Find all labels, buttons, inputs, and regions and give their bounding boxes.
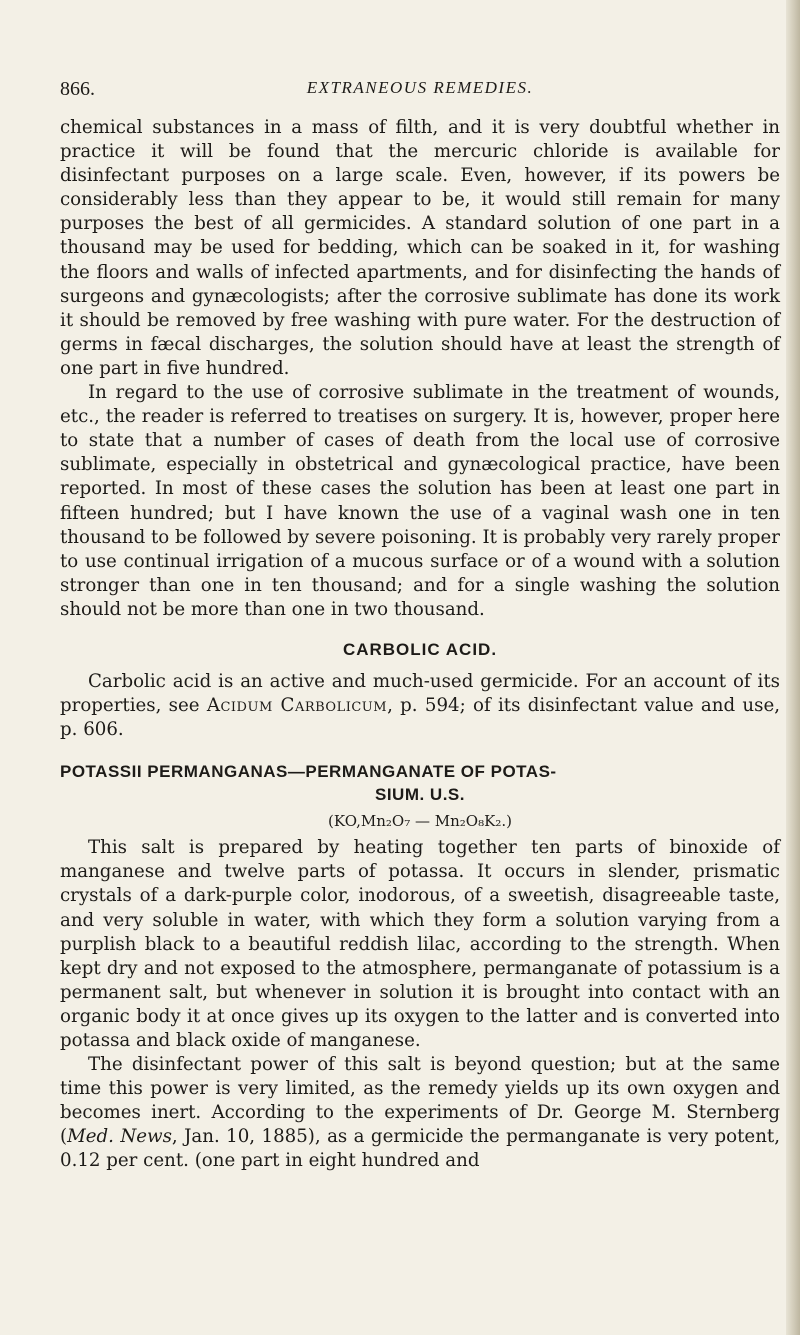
page-number: 866. bbox=[60, 78, 95, 100]
page-edge-shadow bbox=[786, 0, 800, 1335]
section-title-line1: POTASSII PERMANGANAS—PERMANGANATE OF POTAS- bbox=[60, 762, 557, 782]
section-title-potassium-permanganate bbox=[60, 760, 780, 806]
paragraph-permanganate-preparation: This salt is prepared by heating together ten parts of binoxide of manganese and twelve parts of potassa. It occurs in slender, prismatic crystals of a dark-purple color, inodorous, of a sweetish, disagreeable taste, and very soluble in water, with which they form a solution varying from a purplish black to a beautiful reddish lilac, according to the strength. When kept dry and not exposed to the atmosphere, permanganate of potassium is a permanent salt, but whenever in solution it is brought into contact with an organic body it at once gives up its oxygen to the latter and is converted into potassa and black oxide of manganese. bbox=[60, 837, 780, 1051]
paragraph-permanganate-disinfectant bbox=[60, 1053, 780, 1173]
permanganate-text-before: The disinfectant power of this salt is beyond question; but at the same time this power is very limited, as the remedy yields up its own oxygen and becomes inert. According to the experiments of Dr. George M. Sternberg ( bbox=[60, 1054, 780, 1148]
carbolic-text-before: Carbolic acid is an active and much-used germicide. For an account of its properties, see bbox=[60, 670, 780, 717]
cross-reference-acidum-carbolicum: Acidum Carbolicum bbox=[206, 695, 388, 717]
carbolic-text-after: , p. 594; of its disinfectant value and use, p. 606. bbox=[60, 695, 780, 741]
section-title-line2: SIUM. U.S. bbox=[374, 785, 465, 805]
running-head: EXTRANEOUS REMEDIES. bbox=[306, 78, 534, 97]
paragraph-mercuric-chloride: chemical substances in a mass of filth, and it is very doubtful whether in practice it will be found that the mercuric chloride is available for disinfectant purposes on a large scale. Even, however, if its powers be considerably less than they appear to be, it would still remain for many purposes the best of all germicides. A standard solution of one part in a thousand may be used for bedding, which can be soaked in it, for washing the floors and walls of infected apartments, and for disinfecting the hands of surgeons and gynæcologists; after the corrosive sublimate has done its work it should be removed by free washing with pure water. For the destruction of germs in fæcal discharges, the solution should have at least the strength of one part in five hundred. bbox=[60, 117, 780, 379]
chemical-formula: (KO,Mn₂O₇ — Mn₂O₈K₂.) bbox=[328, 812, 512, 831]
section-title-carbolic-acid: CARBOLIC ACID. bbox=[342, 639, 498, 659]
journal-reference: Med. News bbox=[67, 1126, 172, 1148]
page-content bbox=[60, 78, 780, 1174]
page-header bbox=[60, 78, 780, 106]
paragraph-carbolic-acid bbox=[60, 670, 780, 742]
permanganate-text-after: , Jan. 10, 1885), as a germicide the permanganate is very potent, 0.12 per cent. (one part in eight hundred and bbox=[60, 1126, 780, 1172]
paragraph-corrosive-sublimate: In regard to the use of corrosive sublimate in the treatment of wounds, etc., the reader is referred to treatises on surgery. It is, however, proper here to state that a number of cases of death from the local use of corrosive sublimate, especially in obstetrical and gynæcological practice, have been reported. In most of these cases the solution has been at least one part in fifteen hundred; but I have known the use of a vaginal wash one in ten thousand to be followed by severe poisoning. It is probably very rarely proper to use continual irrigation of a mucous surface or of a wound with a solution stronger than one in ten thousand; and for a single washing the solution should not be more than one in two thousand. bbox=[60, 382, 780, 620]
